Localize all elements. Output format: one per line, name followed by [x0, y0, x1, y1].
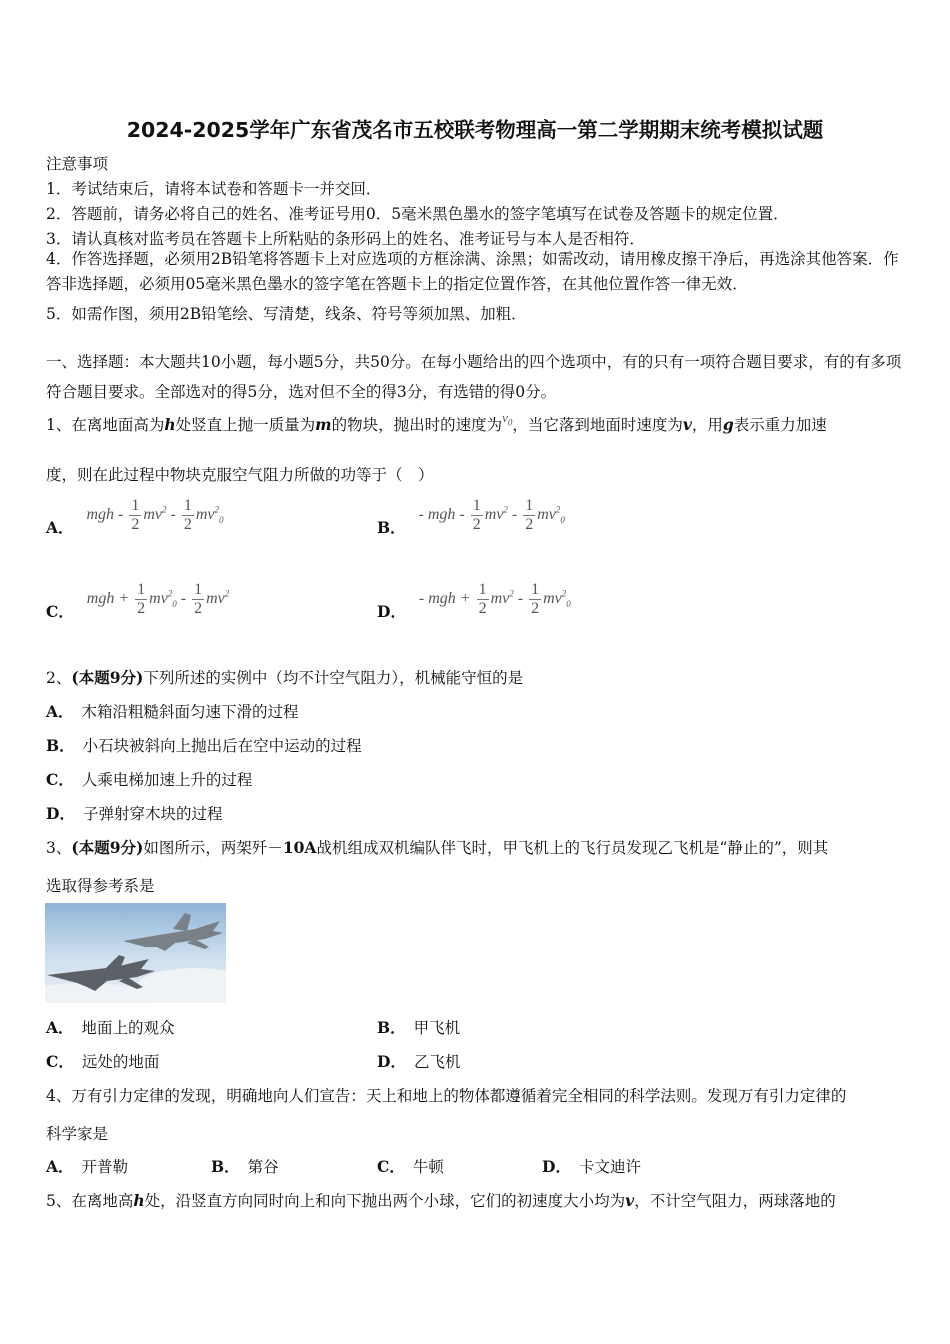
formula-sup: 2 [224, 588, 230, 599]
option-formula [86, 497, 224, 533]
q1-option-a[interactable] [46, 497, 224, 538]
fraction-numerator: 1 [183, 497, 192, 514]
q3-option-b[interactable] [377, 1016, 460, 1038]
q1-var-v: v [682, 415, 692, 434]
option-text: 地面上的观众 [81, 1019, 175, 1037]
formula-term: mv [143, 506, 163, 524]
fraction-numerator: 1 [478, 581, 487, 598]
formula-sub: 0 [172, 599, 177, 610]
fraction-denominator: 2 [478, 600, 487, 617]
option-label: C． [46, 1052, 74, 1071]
notice-item-3: 3．请认真核对监考员在答题卡上所粘贴的条形码上的姓名、准考证号与本人是否相符． [46, 230, 645, 248]
page-title: 2024-2025学年广东省茂名市五校联考物理高一第二学期期末统考模拟试题 [126, 118, 824, 142]
formula-term: - [517, 590, 524, 608]
option-text: 第谷 [247, 1158, 279, 1176]
formula-term: mv [543, 590, 562, 608]
formula-term: mv [537, 506, 556, 524]
q3-stem-line1 [46, 836, 828, 858]
formula-sup: 2 [555, 504, 561, 515]
q1-var-g: g [722, 415, 734, 434]
option-label: D． [46, 804, 75, 823]
formula-term: mv [206, 590, 225, 608]
q1-text: 处竖直上抛一质量为 [175, 416, 316, 434]
q2-option-b[interactable] [46, 734, 362, 756]
q3-stem-line2: 选取得参考系是 [46, 877, 155, 895]
fraction-denominator: 2 [525, 516, 534, 533]
option-text: 卡文迪许 [578, 1158, 641, 1176]
q2-number: 2、 [46, 669, 72, 687]
q3-option-a[interactable] [46, 1016, 175, 1038]
option-label: A． [46, 702, 74, 721]
fraction-numerator: 1 [472, 497, 481, 514]
q1-var-h: h [164, 415, 176, 434]
fraction [471, 497, 483, 534]
notice-item-4: 4．作答选择题，必须用2B铅笔将答题卡上对应选项的方框涂满、涂黑；如需改动，请用橡皮擦干净后，再选涂其他答案．作答非选择题，必须用05毫米黑色墨水的签字笔在答题卡上的指定位置作答，在其他位置作答一律无效． [46, 250, 899, 293]
q4-option-c[interactable] [377, 1155, 444, 1177]
option-text: 子弹射穿木块的过程 [82, 805, 223, 823]
fraction-numerator: 1 [137, 581, 146, 598]
q2-score: (本题9分) [71, 668, 144, 687]
q1-option-d[interactable] [377, 581, 571, 622]
q1-text: 的物块，抛出时的速度为 [331, 416, 503, 434]
q4-option-a[interactable] [46, 1155, 128, 1177]
q3-option-c[interactable] [46, 1050, 159, 1072]
q3-number: 3、 [46, 839, 72, 857]
fraction-denominator: 2 [183, 516, 192, 533]
fraction-denominator: 2 [194, 600, 203, 617]
q5-text: ，不计空气阻力，两球落地的 [634, 1192, 836, 1210]
formula-term: - [511, 506, 518, 524]
option-label: B． [377, 1018, 406, 1037]
option-label: D． [542, 1157, 571, 1176]
formula-sub: 0 [219, 515, 224, 526]
option-text: 甲飞机 [413, 1019, 461, 1037]
option-label: A． [46, 518, 74, 538]
q2-stem [46, 666, 523, 688]
formula-term: - mgh + [418, 590, 471, 608]
formula-sup: 2 [509, 588, 514, 599]
notice-item-5: 5．如需作图，须用2B铅笔绘、写清楚，线条、符号等须加黑、加粗． [46, 305, 527, 323]
option-formula [86, 581, 230, 617]
q5-var-h: h [133, 1191, 145, 1210]
q1-text: 表示重力加速 [733, 416, 827, 434]
fraction [135, 581, 147, 618]
q1-text: ，当它落到地面时速度为 [512, 416, 683, 434]
fraction-numerator: 1 [131, 497, 140, 514]
fraction-denominator: 2 [131, 516, 140, 533]
q2-text: 下列所述的实例中（均不计空气阻力），机械能守恒的是 [143, 669, 524, 687]
q1-stem-line2: 度，则在此过程中物块克服空气阻力所做的功等于（ ） [46, 466, 434, 484]
formula-term: mgh - [86, 506, 124, 524]
option-label: D． [377, 1052, 406, 1071]
option-label: C． [377, 1157, 405, 1176]
q1-v0-sub: 0 [507, 417, 513, 428]
fraction [529, 581, 541, 618]
formula-sub: 0 [566, 599, 571, 610]
option-text: 小石块被斜向上抛出后在空中运动的过程 [82, 737, 362, 755]
notice-item-1: 1．考试结束后，请将本试卷和答题卡一并交回． [46, 180, 382, 198]
fraction-numerator: 1 [531, 581, 540, 598]
q2-option-c[interactable] [46, 768, 252, 790]
q1-option-b[interactable] [377, 497, 565, 538]
fraction [182, 497, 194, 534]
option-text: 乙飞机 [413, 1053, 461, 1071]
q1-stem-line1 [46, 410, 827, 436]
option-label: C． [46, 602, 74, 622]
formula-sup: 2 [162, 504, 167, 515]
fraction-numerator: 1 [194, 581, 203, 598]
q1-var-v0 [502, 410, 513, 428]
notice-item-2: 2．答题前，请务必将自己的姓名、准考证号用0．5毫米黑色墨水的签字笔填写在试卷及答题卡的规定位置． [46, 205, 789, 223]
option-text: 远处的地面 [81, 1053, 160, 1071]
q1-text: ，用 [691, 416, 723, 434]
option-formula [418, 497, 565, 533]
q2-option-d[interactable] [46, 802, 222, 824]
q5-var-v: v [625, 1191, 635, 1210]
option-label: B． [46, 736, 75, 755]
formula-sub: 0 [560, 515, 565, 526]
notice-heading: 注意事项 [46, 155, 109, 173]
q1-v0-v: v [502, 410, 508, 425]
option-label: B． [377, 518, 406, 538]
q4-option-d[interactable] [542, 1155, 641, 1177]
fraction-denominator: 2 [472, 516, 481, 533]
q3-text: 战机组成双机编队伴飞时，甲飞机上的飞行员发现乙飞机是“静止的”，则其 [316, 839, 829, 857]
fighter-jets-image [45, 903, 226, 1003]
option-label: D． [377, 602, 406, 622]
option-label: B． [211, 1157, 240, 1176]
fraction-denominator: 2 [531, 600, 540, 617]
formula-term: - [180, 590, 187, 608]
formula-sup: 2 [561, 588, 567, 599]
section-heading: 一、选择题：本大题共10小题，每小题5分，共50分。在每小题给出的四个选项中，有的只有一项符合题目要求，有的有多项符合题目要求。全部选对的得5分，选对但不全的得3分，有选错的得0分。 [46, 353, 902, 401]
option-text: 开普勒 [81, 1158, 129, 1176]
q5-text: 处，沿竖直方向同时向上和向下抛出两个小球，它们的初速度大小均为 [144, 1192, 626, 1210]
q2-option-a[interactable] [46, 700, 299, 722]
fraction-numerator: 1 [525, 497, 534, 514]
formula-term: - mgh - [418, 506, 465, 524]
formula-sup: 2 [167, 588, 173, 599]
fraction [477, 581, 489, 618]
fraction [523, 497, 535, 534]
q3-text: 如图所示，两架歼－ [143, 839, 283, 857]
q3-option-d[interactable] [377, 1050, 460, 1072]
option-formula [418, 581, 571, 617]
fraction [192, 581, 204, 618]
fraction-denominator: 2 [137, 600, 146, 617]
q5-text: 5、在离地高 [46, 1192, 134, 1210]
q1-option-c[interactable] [46, 581, 230, 622]
formula-term: mv [195, 506, 215, 524]
q1-text: 1、在离地面高为 [46, 416, 165, 434]
jets-illustration [45, 903, 226, 1003]
formula-term: mgh + [86, 590, 130, 608]
q4-option-b[interactable] [211, 1155, 279, 1177]
option-text: 木箱沿粗糙斜面匀速下滑的过程 [81, 703, 299, 721]
formula-term: mv [149, 590, 168, 608]
option-label: A． [46, 1018, 74, 1037]
q1-var-m: m [315, 415, 332, 434]
formula-term: mv [490, 590, 510, 608]
option-text: 人乘电梯加速上升的过程 [81, 771, 253, 789]
q4-stem-line2: 科学家是 [46, 1125, 109, 1143]
q3-model: 10A [282, 838, 317, 857]
option-label: A． [46, 1157, 74, 1176]
option-label: C． [46, 770, 74, 789]
q3-score: (本题9分) [71, 838, 144, 857]
formula-term: mv [484, 506, 504, 524]
q4-stem-line1: 4、万有引力定律的发现，明确地向人们宣告：天上和地上的物体都遵循着完全相同的科学法则。发现万有引力定律的 [46, 1087, 847, 1105]
formula-term: - [170, 506, 176, 524]
formula-sup: 2 [214, 504, 219, 515]
q5-stem [46, 1189, 836, 1211]
formula-sup: 2 [503, 504, 508, 515]
fraction [129, 497, 141, 534]
option-text: 牛顿 [412, 1158, 444, 1176]
